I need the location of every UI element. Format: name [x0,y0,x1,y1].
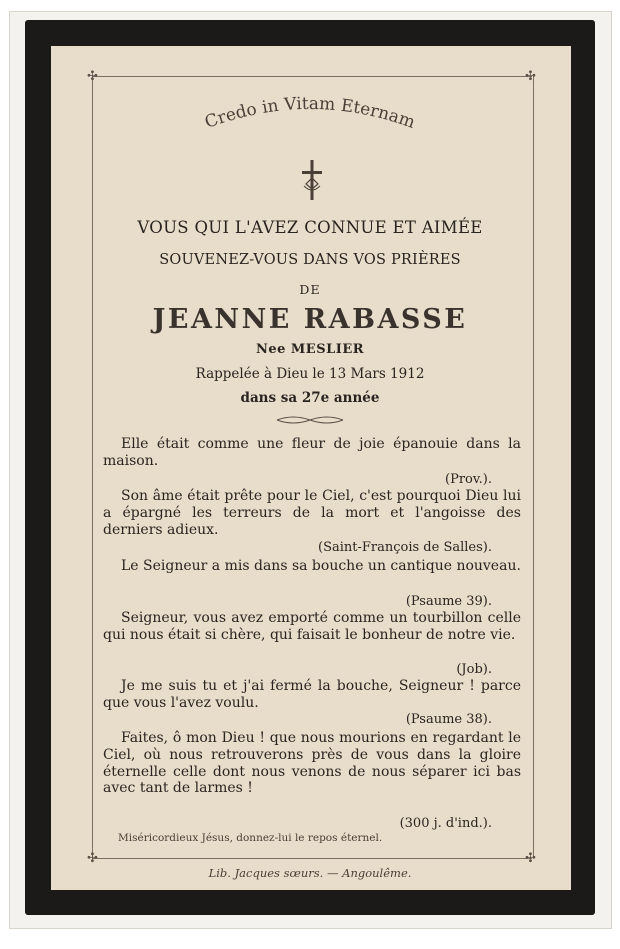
divider-ornament-icon [275,414,345,426]
cross-icon [300,158,324,202]
death-date: Rappelée à Dieu le 13 Mars 1912 [195,366,425,382]
quote-5: Je me suis tu et j'ai fermé la bouche, Seigneur ! parce que vous l'avez voulu. [103,678,521,711]
quote-4: Seigneur, vous avez emporté comme un tourbillon celle qui nous était si chère, qui faisait le bonheur de notre vie. [103,610,521,643]
heading-line-1: VOUS QUI L'AVEZ CONNUE ET AIMÉE [137,218,483,237]
prayer-line: Miséricordieux Jésus, donnez-lui le repos éternel. [118,832,383,844]
quote-source-6: (300 j. d'ind.). [399,816,492,831]
top-rule [92,76,532,77]
corner-ornament-icon: ✣ [87,69,98,84]
quote-source-3: (Psaume 39). [405,594,492,609]
quote-source-1: (Prov.). [445,472,492,487]
deceased-name: JEANNE RABASSE [152,304,468,335]
corner-ornament-icon: ✣ [525,851,536,866]
credo-motto [185,90,435,138]
quote-1: Elle était comme une fleur de joie épanouie dans la maison. [103,436,521,469]
quote-source-5: (Psaume 38). [405,712,492,727]
quote-3: Le Seigneur a mis dans sa bouche un cantique nouveau. [121,558,521,574]
maiden-name: Nee MESLIER [255,342,365,357]
quote-source-2: (Saint-François de Salles). [318,540,492,555]
quote-2: Son âme était prête pour le Ciel, c'est pourquoi Dieu lui a épargné les terreurs de la mort et l'angoisse des derniers adieux. [103,488,521,538]
quote-6: Faites, ô mon Dieu ! que nous mourions en regardant le Ciel, où nous retrouverons près de vous dans la gloire éternelle celle dont nous venons de nous séparer ici bas avec tant de larmes ! [103,730,521,797]
corner-ornament-icon: ✣ [525,69,536,84]
heading-de: DE [299,282,321,297]
heading-line-2: SOUVENEZ-VOUS DANS VOS PRIÈRES [159,252,461,268]
credo-text: Credo in Vitam Eternam [202,93,418,133]
bottom-rule [92,858,532,859]
printer-credit: Lib. Jacques sœurs. — Angoulême. [208,866,412,880]
age-line: dans sa 27e année [240,390,380,406]
quote-source-4: (Job). [456,662,492,677]
corner-ornament-icon: ✣ [87,851,98,866]
